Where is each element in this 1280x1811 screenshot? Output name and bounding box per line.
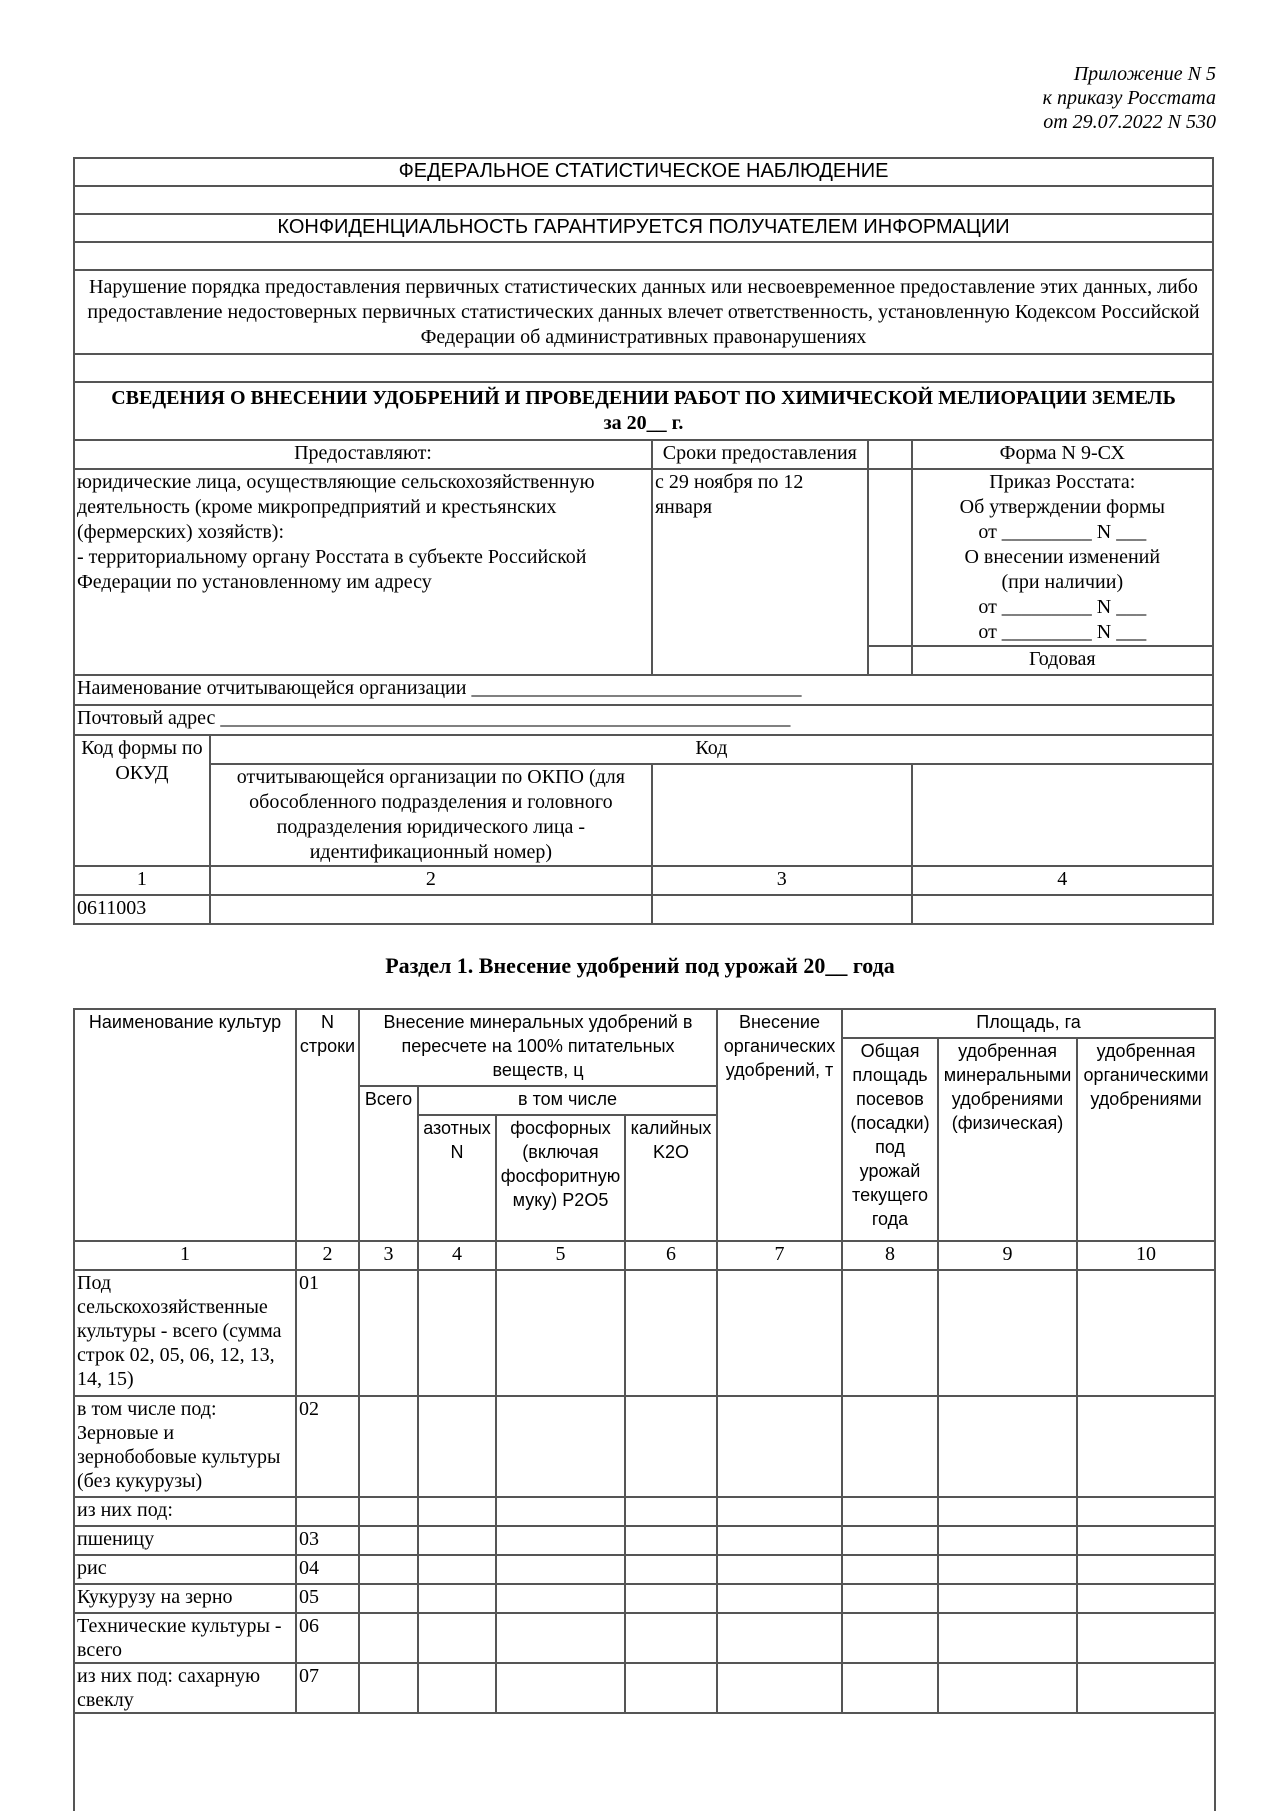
- violation-notice: Нарушение порядка предоставления первичных статистических данных или несвоевременное предоставление этих данных, либо предоставление недостоверных первичных статистических данных влечет ответственность, установленную Кодексом Российской Федерации об административных правонарушениях: [74, 270, 1213, 354]
- col-num: 4: [418, 1241, 496, 1270]
- crop-name: в том числе под: Зерновые и зернобобовые культуры (без кукурузы): [74, 1396, 296, 1497]
- total-header: Всего: [359, 1086, 418, 1241]
- col-num: 5: [496, 1241, 625, 1270]
- phosphorus-header: фосфорных (включая фосфоритную муку) P2O5: [496, 1115, 625, 1241]
- value-cell-col-9[interactable]: [938, 1613, 1077, 1663]
- form-number: Форма N 9-СХ: [912, 440, 1213, 469]
- value-cell-col-6[interactable]: [625, 1270, 717, 1396]
- value-cell-col-8[interactable]: [842, 1526, 938, 1555]
- col-num: 2: [210, 866, 652, 895]
- providers-header: Предоставляют:: [74, 440, 652, 469]
- form-header-table: [73, 157, 1214, 925]
- order-line: от _________ N ___: [978, 521, 1147, 543]
- organic-header: Внесение органических удобрений, т: [717, 1009, 842, 1241]
- value-cell-col-8[interactable]: [842, 1555, 938, 1584]
- value-cell-col-3[interactable]: [359, 1555, 418, 1584]
- row-code: 06: [296, 1613, 359, 1663]
- value-cell-col-5[interactable]: [496, 1555, 625, 1584]
- col-num: 9: [938, 1241, 1077, 1270]
- code-cell-4: [912, 764, 1213, 866]
- value-cell-col-9[interactable]: [938, 1584, 1077, 1613]
- value-cell-col-10[interactable]: [1077, 1396, 1215, 1497]
- value-cell-col-8[interactable]: [842, 1613, 938, 1663]
- deadline-text: с 29 ноября по 12 января: [652, 469, 868, 675]
- value-cell-col-4[interactable]: [418, 1270, 496, 1396]
- col-num: 1: [74, 1241, 296, 1270]
- value-cell-col-4[interactable]: [418, 1555, 496, 1584]
- value-cell-col-6[interactable]: [625, 1584, 717, 1613]
- order-info: [912, 469, 1213, 646]
- value-cell-col-7[interactable]: [717, 1613, 842, 1663]
- table-continuation: [73, 1683, 1216, 1811]
- crop-name: из них под:: [74, 1497, 296, 1526]
- table-row: [74, 1270, 1215, 1396]
- table-row: [74, 1497, 1215, 1526]
- value-cell-col-3[interactable]: [359, 1497, 418, 1526]
- col-num: 2: [296, 1241, 359, 1270]
- blank-cell: [868, 440, 912, 469]
- including-header: в том числе: [418, 1086, 717, 1115]
- value-cell-col-5[interactable]: [496, 1497, 625, 1526]
- col-num: 8: [842, 1241, 938, 1270]
- appendix-note: [1043, 62, 1216, 134]
- spacer-row: [74, 354, 1213, 382]
- row-code: 07: [296, 1663, 359, 1713]
- value-cell-col-7[interactable]: [717, 1526, 842, 1555]
- area-organic-header: удобренная органическими удобрениями: [1077, 1038, 1215, 1241]
- blank-cell: [868, 646, 912, 675]
- area-total-header: Общая площадь посевов (посадки) под урожай текущего года: [842, 1038, 938, 1241]
- value-cell-col-7[interactable]: [717, 1270, 842, 1396]
- value-cell-col-3[interactable]: [359, 1613, 418, 1663]
- value-cell-col-7[interactable]: [717, 1396, 842, 1497]
- value-cell-col-9[interactable]: [938, 1526, 1077, 1555]
- row-code: 05: [296, 1584, 359, 1613]
- value-cell-col-10[interactable]: [1077, 1497, 1215, 1526]
- nitrogen-header: азотных N: [418, 1115, 496, 1241]
- value-cell-col-4[interactable]: [418, 1497, 496, 1526]
- code-cell-3: [652, 764, 912, 866]
- value-cell-col-3[interactable]: [359, 1396, 418, 1497]
- value-cell-col-9[interactable]: [938, 1396, 1077, 1497]
- value-cell-col-4[interactable]: [418, 1526, 496, 1555]
- value-cell-col-8[interactable]: [842, 1497, 938, 1526]
- row-number-header: N строки: [296, 1009, 359, 1241]
- col-num: 6: [625, 1241, 717, 1270]
- crop-name: из них под: сахарную свеклу: [74, 1663, 296, 1713]
- value-cell-col-7[interactable]: [717, 1555, 842, 1584]
- crop-name: Под сельскохозяйственные культуры - всего (сумма строк 02, 05, 06, 12, 13, 14, 15): [74, 1270, 296, 1396]
- crop-header: Наименование культур: [74, 1009, 296, 1241]
- value-cell-col-5[interactable]: [496, 1613, 625, 1663]
- order-line: (при наличии): [1001, 571, 1124, 593]
- row-code: 04: [296, 1555, 359, 1584]
- form-title-year: за 20__ г.: [603, 412, 684, 434]
- value-cell-col-4[interactable]: [418, 1584, 496, 1613]
- col-num: 3: [359, 1241, 418, 1270]
- table-row: [74, 1555, 1215, 1584]
- providers-text: [74, 469, 652, 675]
- okud-value: 0611003: [74, 895, 210, 924]
- col-num: 3: [652, 866, 912, 895]
- value-cell-col-10[interactable]: [1077, 1613, 1215, 1663]
- org-name-label: Наименование отчитывающейся организации _________________________________: [74, 675, 1213, 705]
- appendix-line: к приказу Росстата: [1042, 87, 1216, 109]
- value-cell-col-6[interactable]: [625, 1526, 717, 1555]
- okpo-label: отчитывающейся организации по ОКПО (для обособленного подразделения и головного подразделения юридического лица - идентификационный номер): [210, 764, 652, 866]
- order-line: О внесении изменений: [964, 546, 1161, 568]
- value-cell-col-3[interactable]: [359, 1270, 418, 1396]
- value-cell-col-9[interactable]: [938, 1497, 1077, 1526]
- form-title: [74, 382, 1213, 440]
- code-value-4: [912, 895, 1213, 924]
- code-header: Код: [210, 735, 1213, 764]
- section-title: Раздел 1. Внесение удобрений под урожай 20__ года: [385, 953, 895, 978]
- value-cell-col-8[interactable]: [842, 1270, 938, 1396]
- crop-name: Технические культуры - всего: [74, 1613, 296, 1663]
- postal-address-label: Почтовый адрес _________________________________________________________: [74, 705, 1213, 735]
- value-cell-col-3[interactable]: [359, 1526, 418, 1555]
- value-cell-col-8[interactable]: [842, 1396, 938, 1497]
- confidentiality-note: КОНФИДЕНЦИАЛЬНОСТЬ ГАРАНТИРУЕТСЯ ПОЛУЧАТЕЛЕМ ИНФОРМАЦИИ: [74, 214, 1213, 242]
- appendix-line: от 29.07.2022 N 530: [1043, 111, 1216, 133]
- value-cell-col-10[interactable]: [1077, 1584, 1215, 1613]
- value-cell-col-7[interactable]: [717, 1497, 842, 1526]
- value-cell-col-4[interactable]: [418, 1613, 496, 1663]
- order-line: Приказ Росстата:: [989, 471, 1136, 493]
- spacer-row: [74, 242, 1213, 270]
- value-cell-col-5[interactable]: [496, 1396, 625, 1497]
- area-header: Площадь, га: [842, 1009, 1215, 1038]
- blank-cell: [868, 469, 912, 646]
- value-cell-col-6[interactable]: [625, 1396, 717, 1497]
- table-row: [74, 1396, 1215, 1497]
- col-num: 10: [1077, 1241, 1215, 1270]
- potassium-header: калийных K2O: [625, 1115, 717, 1241]
- value-cell-col-10[interactable]: [1077, 1270, 1215, 1396]
- value-cell-col-7[interactable]: [717, 1584, 842, 1613]
- value-cell-col-10[interactable]: [1077, 1526, 1215, 1555]
- value-cell-col-5[interactable]: [496, 1270, 625, 1396]
- order-line: от _________ N ___: [978, 621, 1147, 643]
- providers-where: - территориальному органу Росстата в субъекте Российской Федерации по установленному им адресу: [77, 546, 587, 593]
- value-cell-col-10[interactable]: [1077, 1555, 1215, 1584]
- row-code: 03: [296, 1526, 359, 1555]
- appendix-line: Приложение N 5: [1073, 63, 1216, 85]
- col-num: 4: [912, 866, 1213, 895]
- crop-name: Кукурузу на зерно: [74, 1584, 296, 1613]
- crop-name: рис: [74, 1555, 296, 1584]
- spacer-row: [74, 186, 1213, 214]
- okud-label: Код формы по ОКУД: [74, 735, 210, 866]
- value-cell-col-9[interactable]: [938, 1270, 1077, 1396]
- value-cell-col-3[interactable]: [359, 1584, 418, 1613]
- order-line: Об утверждении формы: [959, 496, 1165, 518]
- col-num: 1: [74, 866, 210, 895]
- deadline-header: Сроки предоставления: [652, 440, 868, 469]
- value-cell-col-5[interactable]: [496, 1584, 625, 1613]
- code-value-3: [652, 895, 912, 924]
- order-line: от _________ N ___: [978, 596, 1147, 618]
- section1-table: [73, 1008, 1216, 1714]
- value-cell-col-6[interactable]: [625, 1613, 717, 1663]
- okpo-value: [210, 895, 652, 924]
- table-row: [74, 1526, 1215, 1555]
- mineral-header: Внесение минеральных удобрений в пересчете на 100% питательных веществ, ц: [359, 1009, 717, 1086]
- federal-observation: ФЕДЕРАЛЬНОЕ СТАТИСТИЧЕСКОЕ НАБЛЮДЕНИЕ: [74, 158, 1213, 186]
- row-code: 02: [296, 1396, 359, 1497]
- col-num: 7: [717, 1241, 842, 1270]
- area-mineral-header: удобренная минеральными удобрениями (физическая): [938, 1038, 1077, 1241]
- value-cell-col-6[interactable]: [625, 1497, 717, 1526]
- row-code: 01: [296, 1270, 359, 1396]
- row-code: [296, 1497, 359, 1526]
- value-cell-col-4[interactable]: [418, 1396, 496, 1497]
- table-row: [74, 1584, 1215, 1613]
- form-title-line: СВЕДЕНИЯ О ВНЕСЕНИИ УДОБРЕНИЙ И ПРОВЕДЕНИИ РАБОТ ПО ХИМИЧЕСКОЙ МЕЛИОРАЦИИ ЗЕМЕЛЬ: [111, 387, 1176, 409]
- value-cell-col-9[interactable]: [938, 1555, 1077, 1584]
- providers-who: юридические лица, осуществляющие сельскохозяйственную деятельность (кроме микропредприятий и крестьянских (фермерских) хозяйств):: [77, 471, 595, 543]
- periodicity: Годовая: [912, 646, 1213, 675]
- value-cell-col-5[interactable]: [496, 1526, 625, 1555]
- value-cell-col-8[interactable]: [842, 1584, 938, 1613]
- crop-name: пшеницу: [74, 1526, 296, 1555]
- value-cell-col-6[interactable]: [625, 1555, 717, 1584]
- table-row: [74, 1613, 1215, 1663]
